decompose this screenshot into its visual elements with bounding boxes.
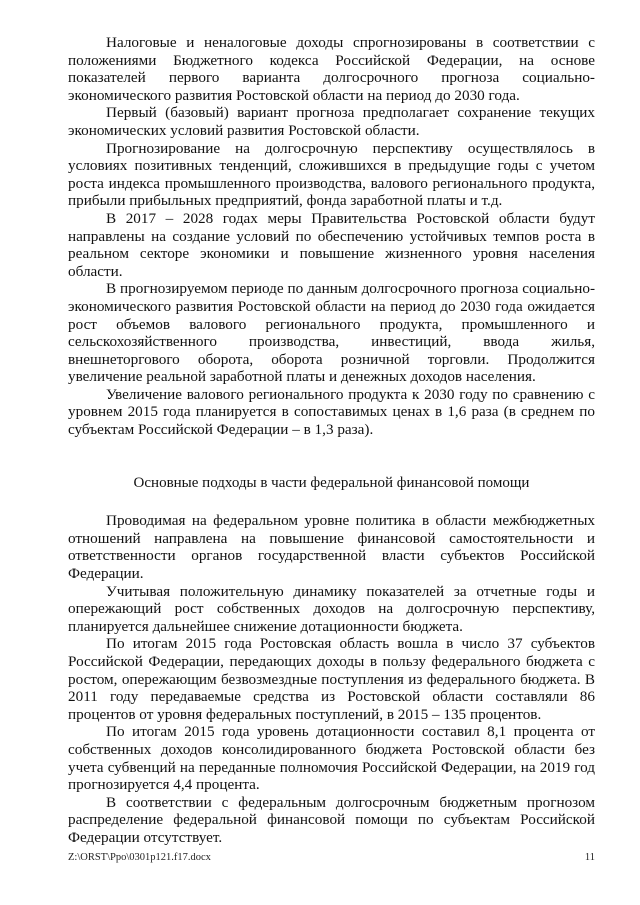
document-page [68, 34, 595, 847]
paragraph-revenue-forecast: Налоговые и неналоговые доходы спрогнозированы в соответствии с положениями Бюджетного кодекса Российской Федерации, на основе показателей первого варианта долгосрочного прогноза социально-экономического развития Ростовской области на период до 2030 года. [68, 34, 595, 104]
paragraph-interbudget-policy: Проводимая на федеральном уровне политика в области межбюджетных отношений направлена на повышение финансовой самостоятельности и ответственности органов государственной власти субъектов Российской Федерации. [68, 512, 595, 583]
footer-file-path: Z:\ORST\Ppo\0301p121.f17.docx [68, 852, 211, 863]
paragraph-federal-aid-distribution: В соответствии с федеральным долгосрочным бюджетным прогнозом распределение федеральной финансовой помощи по субъектам Российской Федерации отсутствует. [68, 793, 595, 846]
paragraph-dotation-level: По итогам 2015 года уровень дотационности составил 8,1 процента от собственных доходов консолидированного бюджета Ростовской области без учета субвенций на переданные полномочия Российской Федерации, на 2019 год прогнозируется 4,4 процента. [68, 723, 595, 794]
footer-page-number: 11 [584, 852, 595, 863]
paragraph-growth-expectations: В прогнозируемом периоде по данным долгосрочного прогноза социально-экономического развития Ростовской области на период до 2030 года ожидается рост объемов валового регионального продукта, промышленного и сельскохозяйственного производства, инвестиций, ввода жилья, внешнеторгового оборота, оборота розничной торговли. Продолжится увеличение реальной заработной платы и денежных доходов населения. [68, 280, 595, 386]
paragraph-dotation-decrease: Учитывая положительную динамику показателей за отчетные годы и опережающий рост собственных доходов на долгосрочную перспективу, планируется дальнейшее снижение дотационности бюджета. [68, 582, 595, 635]
paragraph-base-variant: Первый (базовый) вариант прогноза предполагает сохранение текущих экономических условий развития Ростовской области. [68, 104, 595, 139]
section-heading: Основные подходы в части федеральной финансовой помощи [133, 474, 530, 491]
paragraph-grp-increase: Увеличение валового регионального продукта к 2030 году по сравнению с уровнем 2015 года планируется в сопоставимых ценах в 1,6 раза (в среднем по субъектам Российской Федерации – в 1,3 раза). [68, 385, 595, 439]
paragraph-forecasting-conditions: Прогнозирование на долгосрочную перспективу осуществлялось в условиях позитивных тенденций, сложившихся в предыдущие годы с учетом роста индекса промышленного производства, валового регионального продукта, прибыли прибыльных предприятий, фонда заработной платы и т.д. [68, 139, 595, 210]
paragraph-government-measures: В 2017 – 2028 годах меры Правительства Ростовской области будут направлены на создание условий по обеспечению устойчивых темпов роста в реальном секторе экономики и повышение жизненного уровня населения области. [68, 209, 595, 280]
paragraph-donor-regions: По итогам 2015 года Ростовская область вошла в число 37 субъектов Российской Федерации, передающих доходы в пользу федерального бюджета с ростом, опережающим безвозмездные поступления из федерального бюджета. В 2011 году передаваемые средства из Ростовской области составляли 86 процентов от уровня федеральных поступлений, в 2015 – 135 процентов. [68, 635, 595, 723]
